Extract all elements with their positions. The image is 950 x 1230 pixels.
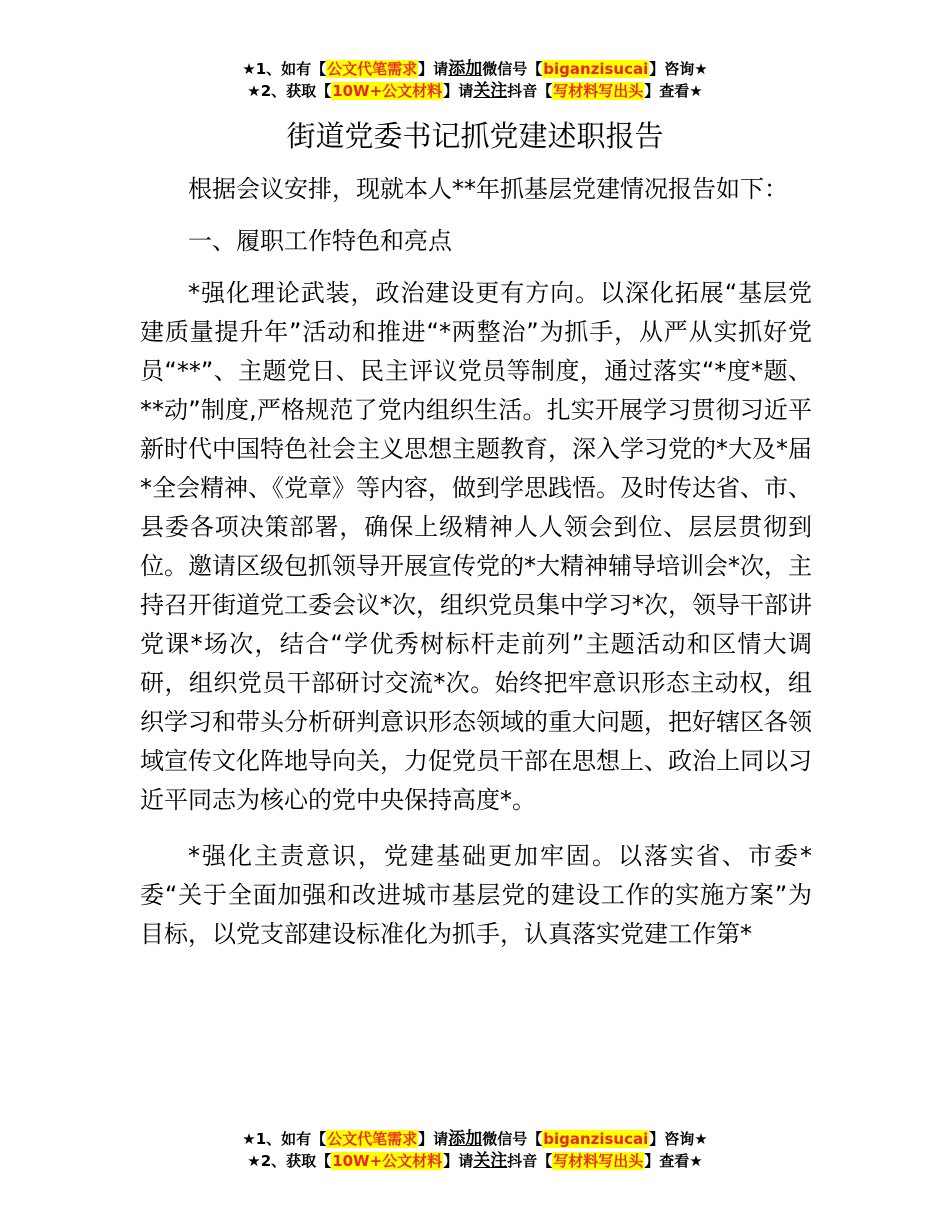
watermark-line-2: ★2、获取【10W+公文材料】请关注抖音【写材料写出头】查看★ [247,81,703,101]
watermark-line-1: ★1、如有【公文代笔需求】请添加微信号【biganzisucai】咨询★ [242,59,708,79]
intro-paragraph: 根据会议安排，现就本人**年抓基层党建情况报告如下： [188,175,788,203]
highlight-douyin-id: 写材料写出头 [553,1152,644,1170]
highlight-materials: 10W+公文材料 [332,82,443,100]
highlight-wechat-id: biganzisucai [543,60,649,78]
highlight-wechat-id: biganzisucai [543,1130,649,1148]
highlight-ghostwriting: 公文代笔需求 [327,1130,418,1148]
highlight-douyin-id: 写材料写出头 [553,82,644,100]
document-title: 街道党委书记抓党建述职报告 [286,119,664,153]
highlight-ghostwriting: 公文代笔需求 [327,60,418,78]
watermark-top [0,58,950,102]
watermark-line-1: ★1、如有【公文代笔需求】请添加微信号【biganzisucai】咨询★ [242,1129,708,1149]
document-body [140,170,812,954]
watermark-bottom [0,1128,950,1172]
watermark-line-2: ★2、获取【10W+公文材料】请关注抖音【写材料写出头】查看★ [247,1151,703,1171]
section-heading: 一、履职工作特色和亮点 [188,227,452,255]
highlight-materials: 10W+公文材料 [332,1152,443,1170]
body-paragraph-1: *强化理论武装，政治建设更有方向。以深化拓展“基层党建质量提升年”活动和推进“*两整治”为抓手，从严从实抓好党员“**”、主题党日、民主评议党员等制度，通过落实“*度*题、**动”制度,严格规范了党内组织生活。扎实开展学习贯彻习近平新时代中国特色社会主义思想主题教育，深入学习党的*大及*届*全会精神、《党章》等内容，做到学思践悟。及时传达省、市、县委各项决策部署，确保上级精神人人领会到位、层层贯彻到位。邀请区级包抓领导开展宣传党的*大精神辅导培训会*次，主持召开街道党工委会议*次，组织党员集中学习*次，领导干部讲党课*场次，结合“学优秀树标杆走前列”主题活动和区情大调研，组织党员干部研讨交流*次。始终把牢意识形态主动权，组织学习和带头分析研判意识形态领域的重大问题，把好辖区各领域宣传文化阵地导向关，力促党员干部在思想上、政治上同以习近平同志为核心的党中央保持高度*。 [140,279,812,814]
body-paragraph-2: *强化主责意识，党建基础更加牢固。以落实省、市委*委“关于全面加强和改进城市基层党的建设工作的实施方案”为目标，以党支部建设标准化为抓手，认真落实党建工作第* [140,842,812,948]
